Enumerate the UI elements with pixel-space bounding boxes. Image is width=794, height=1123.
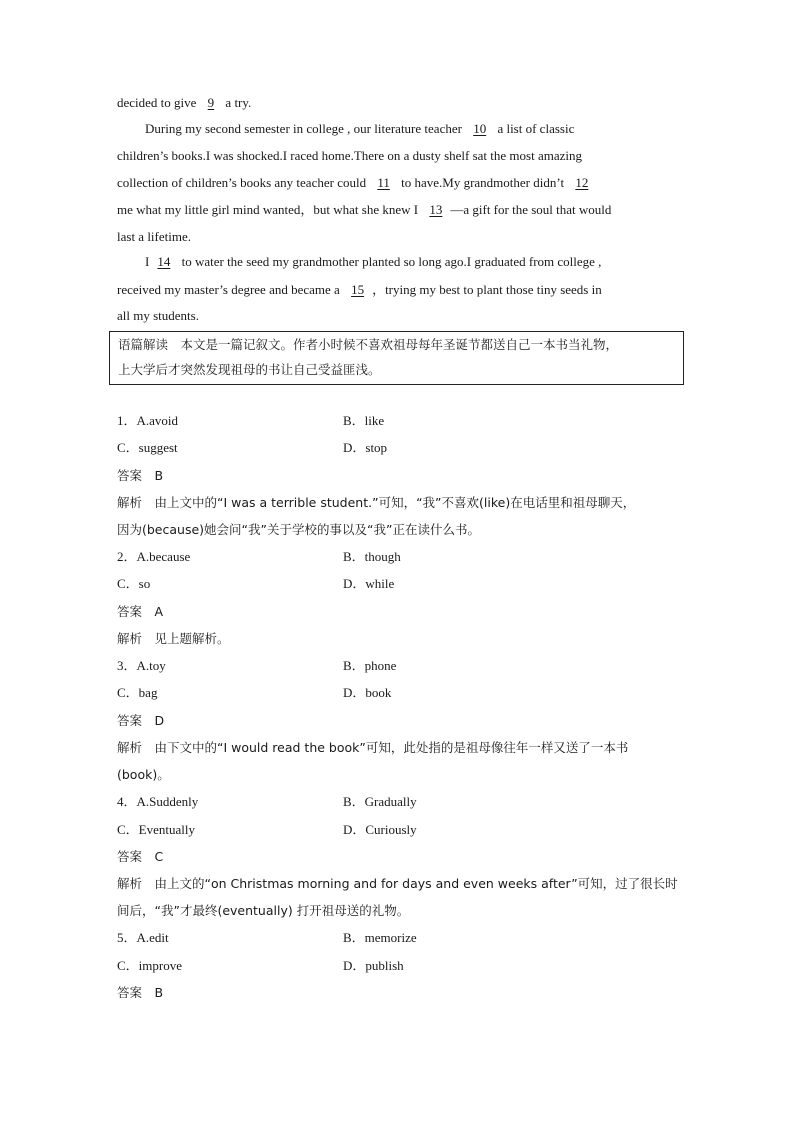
passage-line <box>117 175 596 191</box>
option-b: B．phone <box>343 658 397 673</box>
option-d: D．book <box>343 685 392 700</box>
analysis: 解析 由上文中的“I was a terrible student.”可知，“我”不喜欢(like)在电话里和祖母聊天， <box>117 495 636 510</box>
blank-10: 10 <box>473 121 487 136</box>
text: me what my little girl mind wanted，but what she knew I <box>117 202 419 217</box>
option-a: 2．A.because <box>117 549 191 564</box>
summary-line: 语篇解读 本文是一篇记叙文。作者小时候不喜欢祖母每年圣诞节都送自己一本书当礼物， <box>118 337 619 352</box>
blank-11: 11 <box>377 175 390 190</box>
option-a: 1．A.avoid <box>117 413 179 428</box>
answer: 答案 C <box>117 849 164 864</box>
text: a try. <box>225 95 252 110</box>
option-c: C．so <box>117 576 151 591</box>
text: —a gift for the soul that would <box>450 202 612 217</box>
analysis: 因为(because)她会问“我”关于学校的事以及“我”正在读什么书。 <box>117 522 480 537</box>
analysis: (book)。 <box>117 767 170 782</box>
passage-line <box>145 254 601 270</box>
option-b: B．Gradually <box>343 794 417 809</box>
text: received my master’s degree and became a <box>117 282 340 297</box>
text: to water the seed my grandmother planted so long ago.I graduated from college , <box>181 254 602 269</box>
summary-line: 上大学后才突然发现祖母的书让自己受益匪浅。 <box>118 362 381 377</box>
analysis: 解析 见上题解析。 <box>117 631 230 646</box>
blank-15: 15 <box>351 282 365 297</box>
option-d: D．Curiously <box>343 822 417 837</box>
blank-14: 14 <box>157 254 171 269</box>
answer: 答案 D <box>117 713 165 728</box>
passage-line: all my students. <box>117 308 199 323</box>
answer: 答案 A <box>117 604 164 619</box>
text: ，trying my best to plant those tiny seeds in <box>372 282 602 297</box>
option-a: 3．A.toy <box>117 658 166 673</box>
analysis: 解析 由下文中的“I would read the book”可知，此处指的是祖母像往年一样又送了一本书 <box>117 740 629 755</box>
option-c: C．bag <box>117 685 158 700</box>
option-a: 5．A.edit <box>117 930 169 945</box>
option-d: D．stop <box>343 440 388 455</box>
option-a: 4．A.Suddenly <box>117 794 199 809</box>
text: to have.My grandmother didn’t <box>401 175 565 190</box>
passage-line: last a lifetime. <box>117 229 192 244</box>
blank-9: 9 <box>207 95 215 110</box>
passage-line <box>117 202 611 218</box>
analysis: 解析 由上文的“on Christmas morning and for days and even weeks after”可知，过了很长时 <box>117 876 678 891</box>
option-c: C．improve <box>117 958 182 973</box>
summary-box <box>109 331 684 385</box>
option-b: B．like <box>343 413 385 428</box>
passage-line: children’s books.I was shocked.I raced home.There on a dusty shelf sat the most amazing <box>117 148 582 163</box>
option-d: D．while <box>343 576 395 591</box>
analysis: 间后，“我”才最终(eventually) 打开祖母送的礼物。 <box>117 903 410 918</box>
answer: 答案 B <box>117 985 164 1000</box>
passage-line <box>117 95 251 111</box>
text: collection of children’s books any teacher could <box>117 175 367 190</box>
text: During my second semester in college , our literature teacher <box>145 121 462 136</box>
option-c: C．Eventually <box>117 822 195 837</box>
text: I <box>145 254 150 269</box>
passage-line <box>145 121 574 137</box>
answer: 答案 B <box>117 468 164 483</box>
blank-12: 12 <box>575 175 589 190</box>
passage-line <box>117 282 602 298</box>
option-d: D．publish <box>343 958 404 973</box>
option-c: C．suggest <box>117 440 178 455</box>
blank-13: 13 <box>429 202 443 217</box>
text: decided to give <box>117 95 197 110</box>
text: a list of classic <box>497 121 575 136</box>
option-b: B．though <box>343 549 401 564</box>
option-b: B．memorize <box>343 930 417 945</box>
